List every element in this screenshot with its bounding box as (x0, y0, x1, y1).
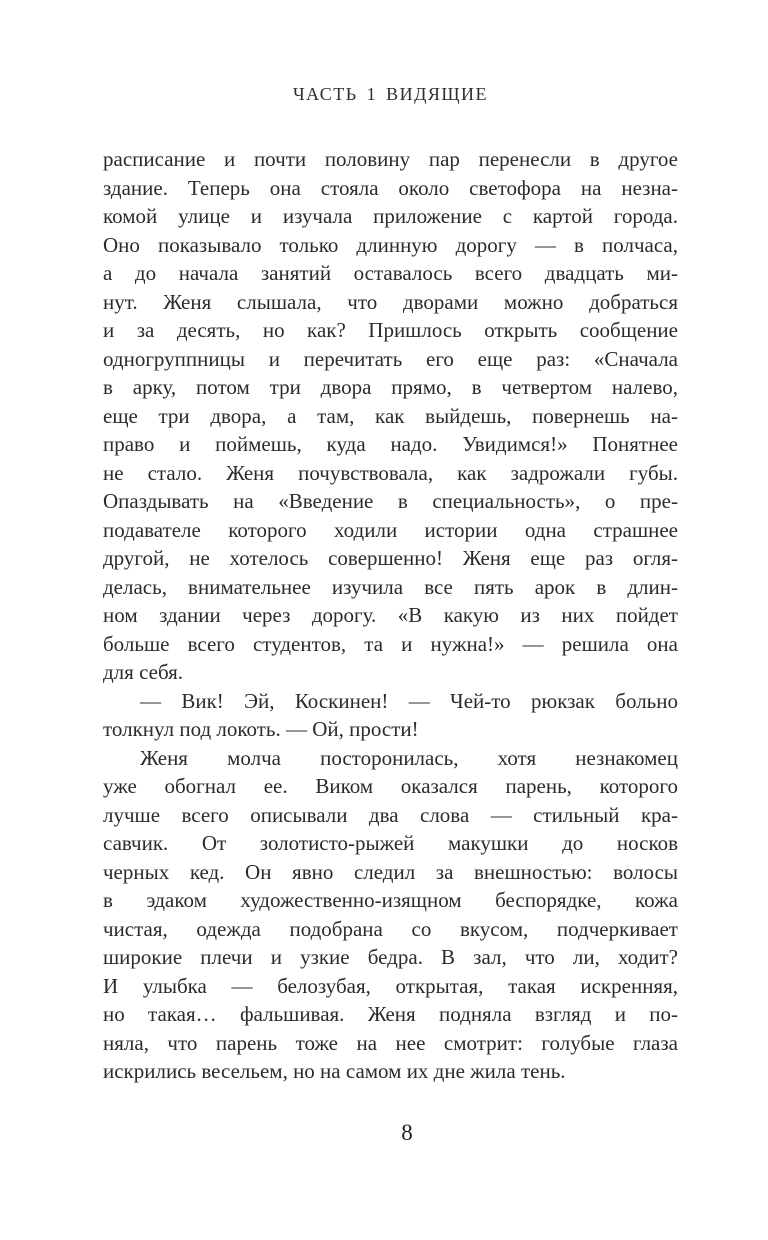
text-line: в арку, потом три двора прямо, в четвертом налево, (103, 375, 678, 399)
text-line: не стало. Женя почувствовала, как задрожали губы. (103, 460, 678, 485)
text-line: искрились весельем, но на самом их дне жила тень. (103, 1059, 566, 1083)
text-line: широкие плечи и узкие бедра. В зал, что ли, ходит? (103, 945, 678, 969)
text-line: одногруппницы и перечитать его еще раз: «Сначала (103, 346, 678, 371)
text-line: савчик. От золотисто-рыжей макушки до носков (103, 831, 678, 855)
text-line: уже обогнал ее. Виком оказался парень, которого (103, 774, 678, 798)
text-line: комой улице и изучала приложение с картой города. (103, 204, 678, 228)
text-line: — Вик! Эй, Коскинен! — Чей-то рюкзак больно (140, 688, 678, 713)
text-line: делась, внимательнее изучила все пять арок в длин- (103, 574, 678, 599)
text-line: больше всего студентов, та и нужна!» — решила она (103, 631, 678, 656)
text-line: другой, не хотелось совершенно! Женя еще раз огля- (103, 546, 678, 570)
text-line: лучше всего описывали два слова — стильный кра- (103, 802, 678, 827)
text-line: но такая… фальшивая. Женя подняла взгляд и по- (103, 1002, 678, 1026)
text-line: Опаздывать на «Введение в специальность», о пре- (103, 489, 678, 513)
text-line: нут. Женя слышала, что дворами можно добраться (103, 289, 678, 314)
chapter-header: ЧАСТЬ 1 ВИДЯЩИЕ (292, 84, 489, 104)
text-line: в эдаком художественно-изящном беспорядке, кожа (103, 888, 678, 912)
text-line: расписание и почти половину пар перенесли в другое (103, 147, 678, 171)
text-line: и за десять, но как? Пришлось открыть сообщение (103, 318, 678, 342)
text-line: подавателе которого ходили истории одна страшнее (103, 517, 678, 542)
page-number: 8 (401, 1120, 413, 1145)
page-body-text (103, 145, 678, 1086)
text-line: И улыбка — белозубая, открытая, такая искренняя, (103, 973, 678, 998)
text-line: няла, что парень тоже на нее смотрит: голубые глаза (103, 1030, 678, 1055)
text-line: а до начала занятий оставалось всего двадцать ми- (103, 261, 678, 285)
text-line: для себя. (103, 660, 184, 684)
text-line: Женя молча посторонилась, хотя незнакомец (140, 745, 678, 770)
text-line: право и поймешь, куда надо. Увидимся!» Понятнее (103, 432, 678, 456)
text-line: еще три двора, а там, как выйдешь, повернешь на- (103, 403, 678, 428)
text-line: толкнул под локоть. — Ой, прости! (103, 717, 419, 741)
text-line: здание. Теперь она стояла около светофора на незна- (103, 175, 678, 200)
text-line: чистая, одежда подобрана со вкусом, подчеркивает (103, 916, 678, 941)
text-line: Оно показывало только длинную дорогу — в полчаса, (103, 232, 678, 257)
text-line: черных кед. Он явно следил за внешностью: волосы (103, 859, 678, 884)
text-line: ном здании через дорогу. «В какую из них пойдет (103, 603, 678, 627)
